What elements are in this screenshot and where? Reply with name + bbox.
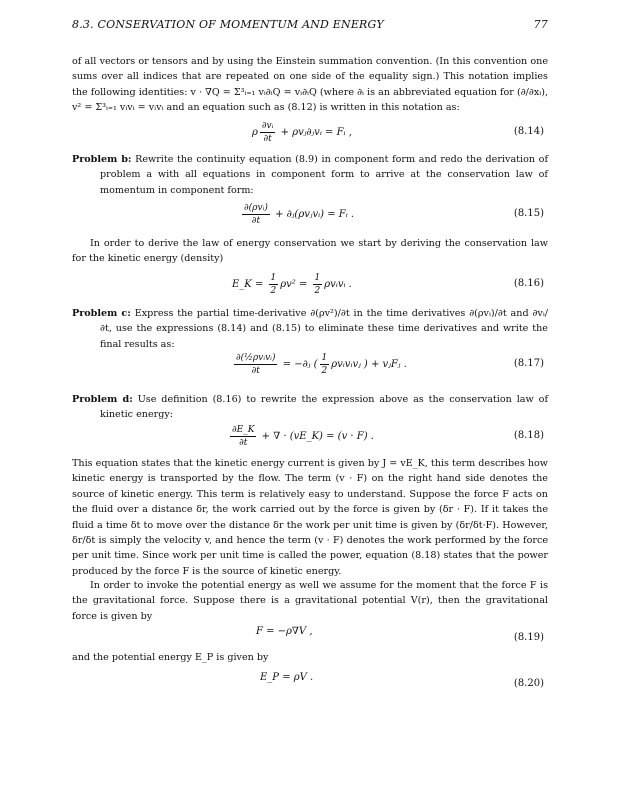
running-header: [72, 18, 548, 36]
equation-8-20: E_P = ρV . (8.20): [260, 672, 544, 689]
problem-c: Problem c: Express the partial time-derivative ∂(ρv²)/∂t in the time derivatives ∂(ρvᵢ)/∂t and ∂vᵢ/∂t, use the expressions (8.14) and (8.15) to eliminate these time derivatives and write the final results as:: [72, 308, 549, 350]
equation-8-16: E_K = $\frac{1}{2}$ ρv² = $\frac{1}{2}$ ρvᵢvᵢ . (8.16): [232, 273, 544, 296]
paragraph-summation-convention: of all vectors or tensors and by using the Einstein summation convention. (In this convention one sums over all indices that are repeated on one side of the equality sign.) This notation implies the following identities: v · ∇Q = Σ³ᵢ₌₁ vᵢ∂ᵢQ = vᵢ∂ᵢQ (where ∂ᵢ is an abbreviated equation for (∂/∂xᵢ), v² = Σ³ᵢ₌₁ vᵢvᵢ = vᵢvᵢ and an equation such as (8.12) is written in this notation as:: [72, 56, 548, 114]
problem-label: Problem c:: [72, 308, 131, 319]
equation-number: (8.16): [513, 278, 544, 289]
equation-number: (8.17): [513, 358, 544, 369]
equation-number: (8.20): [513, 678, 544, 689]
equation-number: (8.19): [513, 632, 544, 643]
equation-number: (8.18): [513, 430, 544, 441]
equation-8-14: ρ $\frac{\text{∂vᵢ}}{\partial t}$ + ρvⱼ∂ⱼvᵢ = Fᵢ , (8.14): [252, 121, 544, 144]
problem-d: Problem d: Use definition (8.16) to rewrite the expression above as the conservation law of kinetic energy:: [72, 394, 548, 421]
equation-8-18: $\frac{\partial E\_K}{\partial t}$ + ∇ · (vE_K) = (v · F) . (8.18): [232, 425, 544, 448]
equation-8-15: $\frac{\text{∂(ρvᵢ)}}{\partial t}$ + ∂ⱼ(ρvⱼvᵢ) = Fᵢ . (8.15): [244, 203, 544, 226]
paragraph-energy-intro: In order to derive the law of energy conservation we start by deriving the conservation law for the kinetic energy (density): [72, 238, 548, 265]
paragraph-potential-def: and the potential energy E_P is given by: [72, 652, 269, 663]
paragraph-kinetic-current: This equation states that the kinetic energy current is given by J = vE_K, this term describes how kinetic energy is transported by the flow. The term (v · F) on the right hand side denotes the source of kinetic energy. This term is relatively easy to understand. Suppose the force F acts on the fluid over a distance δr, the work carried out by the force is given by (δr · F). If it takes the fluid a time δt to move over the distance δr the work per unit time is given by (δr/δt·F). However, δr/δt is simply the velocity v, and hence the term (v · F) denotes the work performed by the force per unit time. Since work per unit time is called the power, equation (8.18) states that the power produced by the force F is the source of kinetic energy.: [72, 458, 548, 577]
equation-8-17: $\frac{\text{∂(½ρvᵢvᵢ)}}{\partial t}$ = −∂ⱼ ( $\frac{1}{2}$ ρvᵢvᵢvⱼ ) + vⱼFⱼ . (8.17): [236, 353, 544, 376]
page-number: 77: [533, 18, 548, 31]
problem-label: Problem b:: [72, 154, 132, 165]
problem-label: Problem d:: [72, 394, 133, 405]
problem-b: Problem b: Rewrite the continuity equation (8.9) in component form and redo the derivation of problem a with all equations in component form to arrive at the conservation law of momentum in component form:: [72, 154, 548, 196]
equation-number: (8.14): [513, 126, 544, 137]
section-title: 8.3. CONSERVATION OF MOMENTUM AND ENERGY: [72, 18, 384, 31]
equation-number: (8.15): [513, 208, 544, 219]
equation-8-19: F = −ρ∇V , (8.19): [256, 626, 544, 643]
paragraph-potential-energy: In order to invoke the potential energy as well we assume for the moment that the force F is the gravitational force. Suppose there is a gravitational potential V(r), then the gravitational force is given by: [72, 580, 548, 622]
